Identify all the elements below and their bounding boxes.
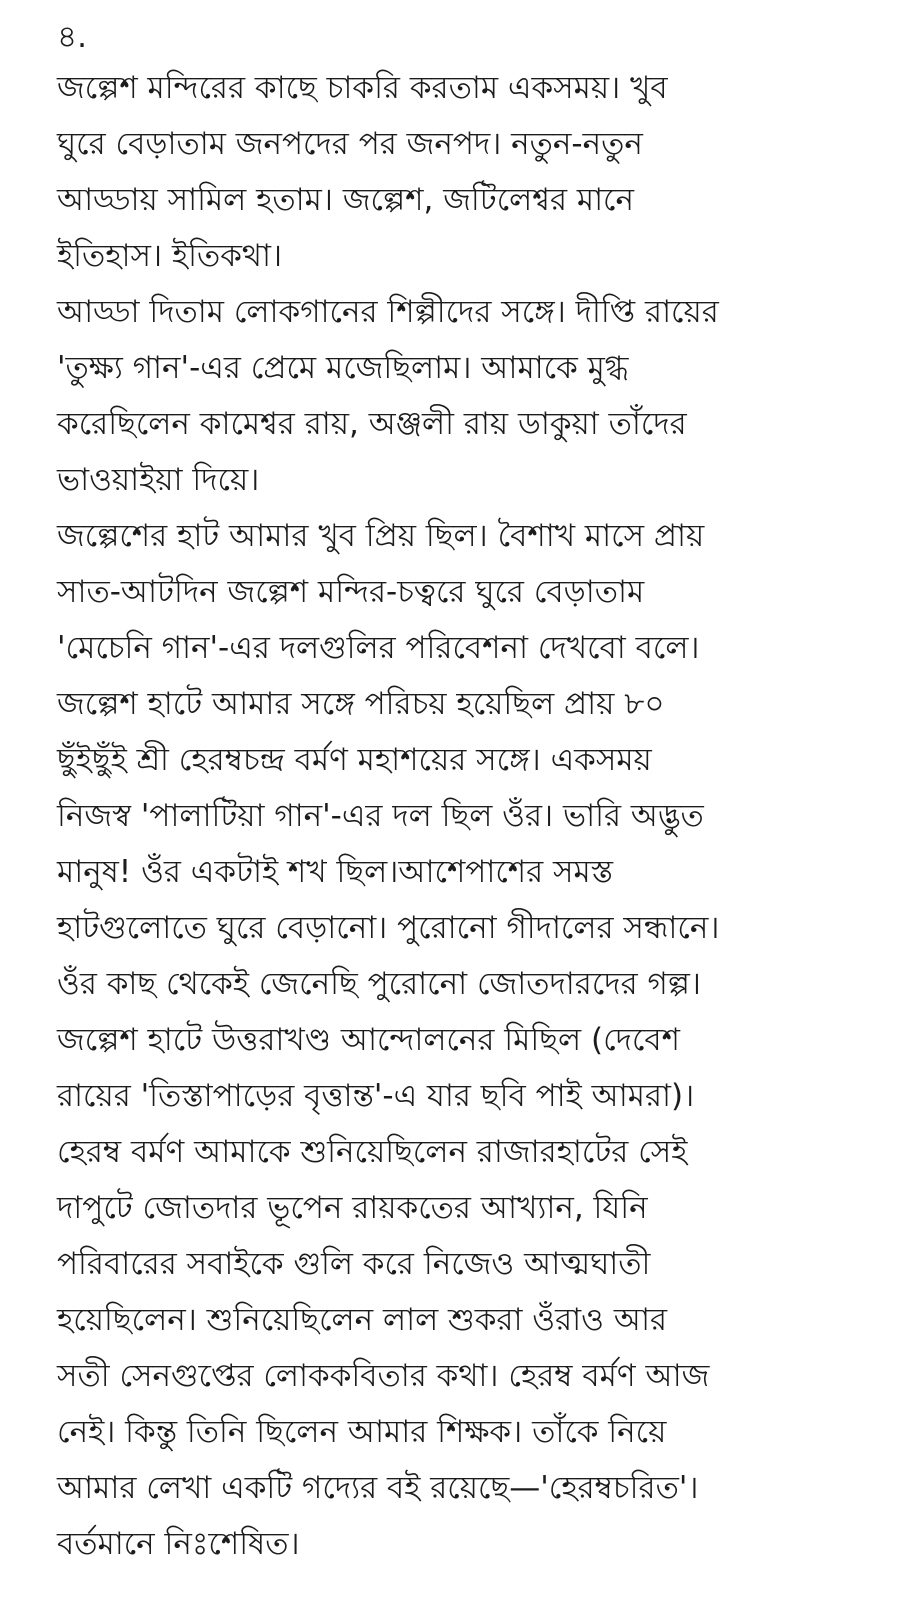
text-line: ঘুরে বেড়াতাম জনপদের পর জনপদ। নতুন-নতুন: [57, 126, 643, 162]
text-line: জল্পেশ হাটে আমার সঙ্গে পরিচয় হয়েছিল প্রায় ৮০: [57, 686, 665, 722]
text-line: বর্তমানে নিঃশেষিত।: [57, 1526, 300, 1562]
text-body: [57, 60, 867, 1572]
text-line: করেছিলেন কামেশ্বর রায়, অঞ্জলী রায় ডাকুয়া তাঁদের: [57, 406, 687, 442]
text-line: ওঁর কাছ থেকেই জেনেছি পুরোনো জোতদারদের গল্প।: [57, 966, 702, 1002]
text-line: সতী সেনগুপ্তের লোককবিতার কথা। হেরম্ব বর্মণ আজ: [57, 1358, 710, 1394]
text-line: ইতিহাস। ইতিকথা।: [57, 238, 283, 274]
text-line: নেই। কিন্তু তিনি ছিলেন আমার শিক্ষক। তাঁকে নিয়ে: [57, 1414, 667, 1450]
text-line: নিজস্ব 'পালাটিয়া গান'-এর দল ছিল ওঁর। ভারি অদ্ভুত: [57, 798, 704, 834]
text-line: হাটগুলোতে ঘুরে বেড়ানো। পুরোনো গীদালের সন্ধানে।: [57, 910, 720, 946]
text-line: মানুষ! ওঁর একটাই শখ ছিল।আশেপাশের সমস্ত: [57, 854, 614, 890]
text-line: জল্পেশ মন্দিরের কাছে চাকরি করতাম একসময়। খুব: [57, 70, 668, 106]
text-line: 'তুক্ষ্য গান'-এর প্রেমে মজেছিলাম। আমাকে মুগ্ধ: [57, 350, 629, 386]
text-line: দাপুটে জোতদার ভূপেন রায়কতের আখ্যান, যিনি: [57, 1190, 648, 1226]
text-line: রায়ের 'তিস্তাপাড়ের বৃত্তান্ত'-এ যার ছবি পাই আমরা)।: [57, 1078, 695, 1114]
text-line: জল্পেশ হাটে উত্তরাখণ্ড আন্দোলনের মিছিল (দেবেশ: [57, 1022, 680, 1058]
text-line: পরিবারের সবাইকে গুলি করে নিজেও আত্মঘাতী: [57, 1246, 651, 1282]
text-line: ছুঁইছুঁই শ্রী হেরম্বচন্দ্র বর্মণ মহাশয়ের সঙ্গে। একসময়: [57, 742, 652, 778]
text-line: ভাওয়াইয়া দিয়ে।: [57, 462, 260, 498]
section-number: ৪.: [57, 19, 87, 55]
text-line: আড্ডা দিতাম লোকগানের শিল্পীদের সঙ্গে। দীপ্তি রায়ের: [57, 294, 719, 330]
text-line: আড্ডায় সামিল হতাম। জল্পেশ, জটিলেশ্বর মানে: [57, 182, 635, 218]
text-line: হেরম্ব বর্মণ আমাকে শুনিয়েছিলেন রাজারহাটের সেই: [57, 1134, 688, 1170]
text-line: সাত-আটদিন জল্পেশ মন্দির-চত্বরে ঘুরে বেড়াতাম: [57, 574, 645, 610]
text-line: 'মেচেনি গান'-এর দলগুলির পরিবেশনা দেখবো বলে।: [57, 630, 700, 666]
text-line: হয়েছিলেন। শুনিয়েছিলেন লাল শুকরা ওঁরাও আর: [57, 1302, 668, 1338]
text-line: আমার লেখা একটি গদ্যের বই রয়েছে—'হেরম্বচরিত'।: [57, 1470, 699, 1506]
text-line: জল্পেশের হাট আমার খুব প্রিয় ছিল। বৈশাখ মাসে প্রায়: [57, 518, 705, 554]
